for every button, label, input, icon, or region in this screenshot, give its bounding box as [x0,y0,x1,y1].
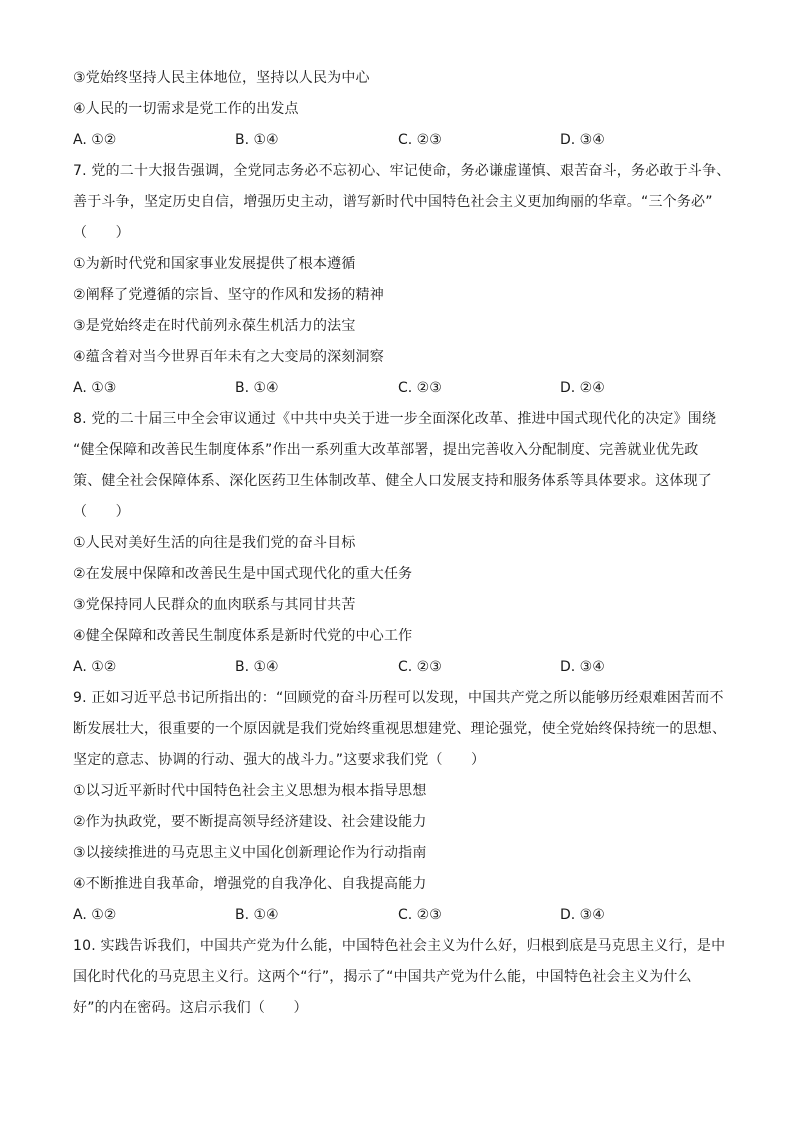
question-stem-line: 10. 实践告诉我们，中国共产党为什么能，中国特色社会主义为什么好，归根到底是马克思主义行，是中 [73,938,726,954]
question-stem-line: 断发展壮大，很重要的一个原因就是我们党始终重视思想建党、理论强党，使全党始终保持统一的思想、 [73,721,727,737]
question-stem-line: 策、健全社会保障体系、深化医药卫生体制改革、健全人口发展支持和服务体系等具体要求。这体现了 [73,473,712,489]
option-c: C. ②③ [398,132,442,148]
option-a: A. ①② [73,132,117,148]
option-b: B. ①④ [235,659,279,675]
answer-options [73,900,723,931]
choice-item: ③党保持同人民群众的血肉联系与其同甘共苦 [73,597,356,613]
question-stem-line: 坚定的意志、协调的行动、强大的战斗力。”这要求我们党（ ） [73,752,486,768]
answer-options [73,125,723,156]
option-c: C. ②③ [398,659,442,675]
question-9 [73,683,727,931]
choice-item: ①为新时代党和国家事业发展提供了根本遵循 [73,256,356,272]
choice-item: ①以习近平新时代中国特色社会主义思想为根本指导思想 [73,783,427,799]
option-d: D. ③④ [560,659,605,675]
choice-item: ②阐释了党遵循的宗旨、坚守的作风和发扬的精神 [73,287,384,303]
option-a: A. ①③ [73,380,117,396]
option-d: D. ②④ [560,380,605,396]
choice-item: ④蕴含着对当今世界百年未有之大变局的深刻洞察 [73,349,384,365]
option-c: C. ②③ [398,907,442,923]
question-8 [73,404,723,683]
choice-item: ③党始终坚持人民主体地位，坚持以人民为中心 [73,70,370,86]
choice-item: ②在发展中保障和改善民生是中国式现代化的重大任务 [73,566,413,582]
option-a: A. ①② [73,659,117,675]
choice-item: ②作为执政党，要不断提高领导经济建设、社会建设能力 [73,814,427,830]
answer-blank: （ ） [73,225,130,241]
question-stem-line: 善于斗争，坚定历史自信，增强历史主动，谱写新时代中国特色社会主义更加绚丽的华章。“三个务必” [73,194,713,210]
answer-options [73,373,723,404]
question-6-tail [73,63,723,156]
question-stem-line: 9. 正如习近平总书记所指出的：“回顾党的奋斗历程可以发现，中国共产党之所以能够历经艰难困苦而不 [73,690,724,706]
option-a: A. ①② [73,907,117,923]
question-10 [73,931,726,1024]
choice-item: ④健全保障和改善民生制度体系是新时代党的中心工作 [73,628,413,644]
choice-item: ④人民的一切需求是党工作的出发点 [73,101,299,117]
question-stem-line: 8. 党的二十届三中全会审议通过《中共中央关于进一步全面深化改革、推进中国式现代化的决定》围绕 [73,411,717,427]
option-b: B. ①④ [235,132,279,148]
choice-item: ③是党始终走在时代前列永葆生机活力的法宝 [73,318,356,334]
answer-options [73,652,723,683]
option-b: B. ①④ [235,380,279,396]
exam-page [73,63,731,1024]
question-stem-line: “健全保障和改善民生制度体系”作出一系列重大改革部署，提出完善收入分配制度、完善就业优先政 [73,442,699,458]
choice-item: ④不断推进自我革命，增强党的自我净化、自我提高能力 [73,876,427,892]
option-d: D. ③④ [560,132,605,148]
option-b: B. ①④ [235,907,279,923]
choice-item: ①人民对美好生活的向往是我们党的奋斗目标 [73,535,356,551]
choice-item: ③以接续推进的马克思主义中国化创新理论作为行动指南 [73,845,427,861]
answer-blank: （ ） [73,504,130,520]
option-d: D. ③④ [560,907,605,923]
question-stem-line: 7. 党的二十大报告强调，全党同志务必不忘初心、牢记使命，务必谦虚谨慎、艰苦奋斗，务必敢于斗争、 [73,163,731,179]
question-stem-line: 国化时代化的马克思主义行。这两个“行”，揭示了“中国共产党为什么能，中国特色社会主义为什么 [73,969,692,985]
question-7 [73,156,731,404]
question-stem-line: 好”的内在密码。这启示我们（ ） [73,1000,308,1016]
option-c: C. ②③ [398,380,442,396]
